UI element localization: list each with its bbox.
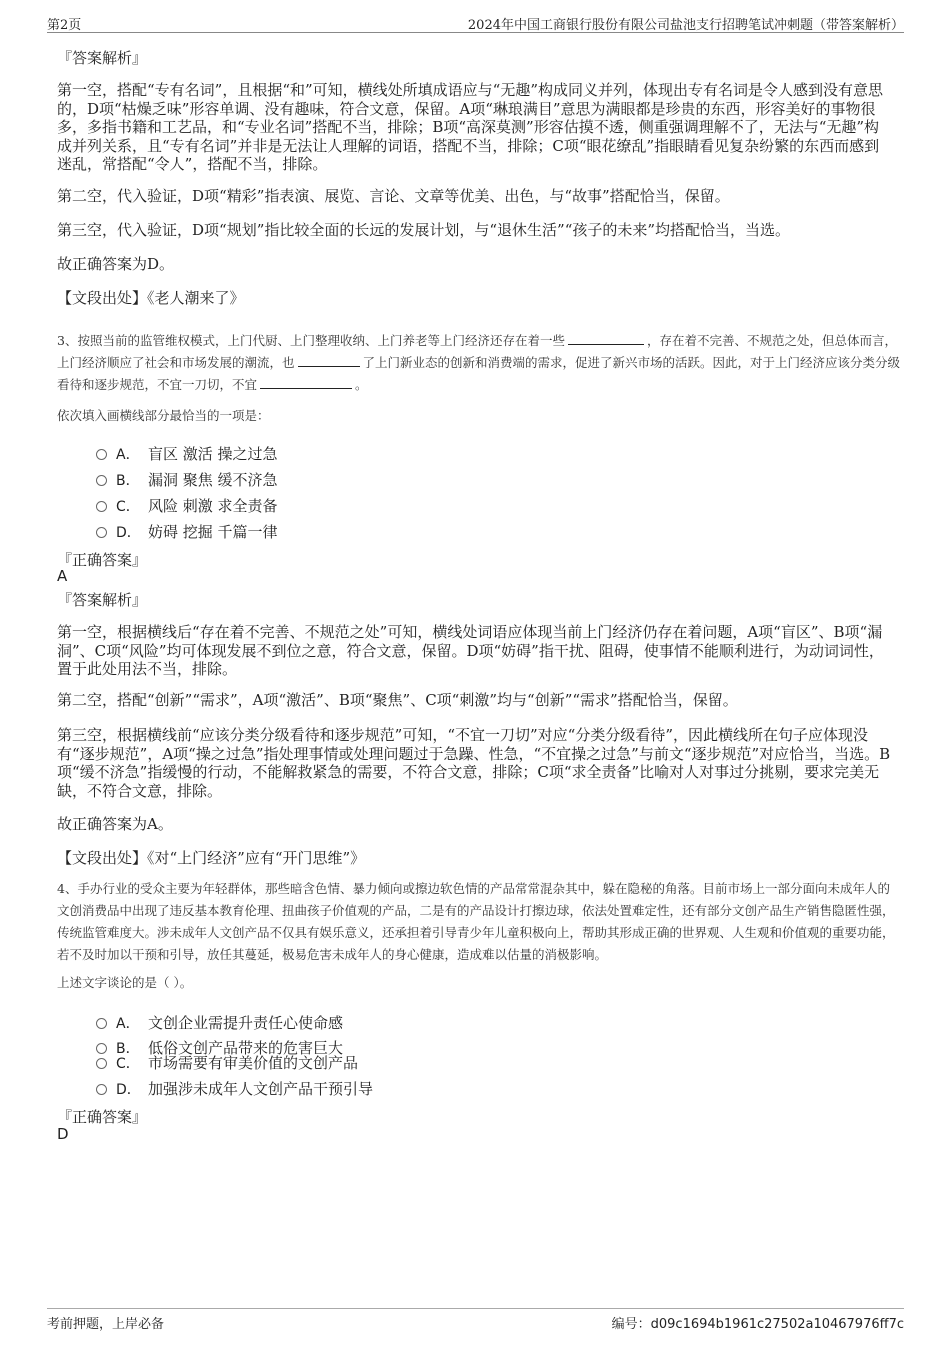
- header-divider: [47, 32, 904, 33]
- q4-option-d-text: 加强涉未成年人文创产品干预引导: [148, 1080, 374, 1098]
- prev-analysis-para-1: 第一空，搭配“专有名词”，且根据“和”可知，横线处所填成语应与“无趣”构成同义并列，体现出专有名词是令人感到没有意思的，D项“枯燥乏味”形容单调、没有趣味，符合文意，保留。A项“琳琅满目”意思为满眼都是珍贵的东西，形容美好的事物很多，多指书籍和工艺品，和“专业名词”搭配不当，排除；B项“高深莫测”形容估摸不透，侧重强调理解不了，无法与“无趣”构成并列关系，且“专有名词”并非是无法让人理解的词语，搭配不当，排除；C项“眼花缭乱”指眼睛看见复杂纷繁的东西而感到迷乱，常搭配“令人”，搭配不当，排除。: [57, 81, 884, 174]
- q3-option-b-letter: B．: [116, 473, 140, 489]
- q3-option-b[interactable]: [96, 469, 278, 490]
- prev-conclusion: 故正确答案为D。: [57, 255, 175, 273]
- q3-stem-part-1: 3、按照当前的监管维权模式，上门代厨、上门整理收纳、上门养老等上门经济还存在着一些: [57, 333, 565, 348]
- q4-option-a[interactable]: [96, 1012, 343, 1033]
- footer-code-value: d09c1694b1961c27502a10467976ff7c: [650, 1317, 904, 1332]
- document-title: 2024年中国工商银行股份有限公司盐池支行招聘笔试冲刺题（带答案解析）: [467, 18, 904, 33]
- prev-analysis-para-2: 第二空，代入验证，D项“精彩”指表演、展览、言论、文章等优美、出色，与“故事”搭配恰当，保留。: [57, 187, 730, 205]
- q3-answer-label: 『正确答案』: [57, 551, 148, 569]
- q4-option-b-text: 低俗文创产品带来的危害巨大: [148, 1039, 344, 1057]
- q4-option-d-letter: D．: [116, 1082, 141, 1098]
- q3-option-b-text: 漏洞 聚焦 缓不济急: [148, 471, 278, 489]
- q3-analysis-para-2: 第二空，搭配“创新”“需求”，A项“激活”、B项“聚焦”、C项“刺激”均与“创新”“需求”搭配恰当，保留。: [57, 691, 738, 709]
- q4-prompt: 上述文字谈论的是（ ）。: [57, 975, 193, 990]
- q3-prompt: 依次填入画横线部分最恰当的一项是：: [57, 408, 270, 423]
- q3-option-d-text: 妨碍 挖掘 千篇一律: [148, 523, 278, 541]
- q4-answer: D: [57, 1125, 69, 1143]
- q3-analysis-label: 『答案解析』: [57, 591, 148, 609]
- q3-option-c[interactable]: [96, 495, 278, 516]
- radio-icon[interactable]: [96, 1084, 107, 1095]
- radio-icon[interactable]: [96, 449, 107, 460]
- page-number: 第2页: [47, 18, 82, 33]
- radio-icon[interactable]: [96, 1018, 107, 1029]
- q4-option-a-text: 文创企业需提升责任心使命感: [148, 1014, 344, 1032]
- footer-code-label: 编号：: [611, 1317, 651, 1332]
- footer-slogan: 考前押题，上岸必备: [47, 1317, 165, 1332]
- q3-source: 【文段出处】《对“上门经济”应有“开门思维”》: [57, 849, 366, 867]
- q3-option-c-letter: C．: [116, 499, 140, 515]
- radio-icon[interactable]: [96, 1058, 107, 1069]
- radio-icon[interactable]: [96, 501, 107, 512]
- prev-analysis-para-3: 第三空，代入验证，D项“规划”指比较全面的长远的发展计划，与“退休生活”“孩子的未来”均搭配恰当，当选。: [57, 221, 791, 239]
- q3-answer: A: [57, 567, 68, 585]
- prev-analysis-label: 『答案解析』: [57, 49, 148, 67]
- footer-code: [612, 1313, 904, 1332]
- q3-option-a[interactable]: [96, 443, 278, 464]
- q4-stem: 4、手办行业的受众主要为年轻群体，那些暗含色情、暴力倾向或擦边软色情的产品常常混杂其中，躲在隐秘的角落。目前市场上一部分面向未成年人的文创消费品中出现了违反基本教育伦理、扭曲孩子价值观的产品，二是有的产品设计打擦边球，依法处置难定性，还有部分文创产品生产销售隐匿性强，传统监管难度大。涉未成年人文创产品不仅具有娱乐意义，还承担着引导青少年儿童积极向上，帮助其形成正确的世界观、人生观和价值观的重要功能，若不及时加以干预和引导，放任其蔓延，极易危害未成年人的身心健康，造成难以估量的消极影响。: [57, 881, 895, 962]
- q3-stem-part-2: ，存在着不完善、不规范之处，但总体而言，上门经济顺应了社会和市场发展的潮流，也: [57, 333, 897, 370]
- q3-option-a-letter: A．: [116, 447, 140, 463]
- q3-blank-3: [260, 388, 352, 389]
- footer-divider: [47, 1308, 904, 1309]
- q3-stem: [57, 330, 902, 396]
- q3-analysis-para-1: 第一空，根据横线后“存在着不完善、不规范之处”可知，横线处词语应体现当前上门经济仍存在着问题，A项“盲区”、B项“漏洞”、C项“风险”均可体现发展不到位之意，符合文意，保留。D项“妨碍”指干扰、阻碍，使事情不能顺利进行，为动词词性，置于此处用法不当，排除。: [57, 623, 884, 679]
- q3-option-d-letter: D．: [116, 525, 141, 541]
- q3-conclusion: 故正确答案为A。: [57, 815, 173, 833]
- q3-analysis-para-3: 第三空，根据横线前“应该分类分级看待和逐步规范”可知，“不宜一刀切”对应“分类分级看待”，因此横线所在句子应体现没有“逐步规范”，A项“操之过急”指处理事情或处理问题过于急躁、性急，“不宜操之过急”与前文“逐步规范”对应恰当，当选。B项“缓不济急”指缓慢的行动，不能解救紧急的需要，不符合文意，排除；C项“求全责备”比喻对人对事过分挑剔，要求完美无缺，不符合文意，排除。: [57, 726, 891, 800]
- radio-icon[interactable]: [96, 527, 107, 538]
- q3-blank-1: [568, 344, 644, 345]
- radio-icon[interactable]: [96, 475, 107, 486]
- q4-option-a-letter: A．: [116, 1016, 140, 1032]
- q4-answer-label: 『正确答案』: [57, 1108, 148, 1126]
- q3-stem-part-4: 。: [355, 377, 368, 392]
- q3-option-c-text: 风险 刺激 求全责备: [148, 497, 278, 515]
- q3-option-a-text: 盲区 激活 操之过急: [148, 445, 278, 463]
- q4-option-c-letter: C．: [116, 1056, 140, 1072]
- q4-option-d[interactable]: [96, 1078, 373, 1099]
- q3-stem-part-3: 了上门新业态的创新和消费端的需求，促进了新兴市场的活跃。因此，对于上门经济应该分类分级看待和逐步规范，不宜一刀切，不宜: [57, 355, 901, 392]
- q3-blank-2: [298, 366, 360, 367]
- prev-source: 【文段出处】《老人潮来了》: [57, 289, 245, 307]
- q4-option-b-letter: B．: [116, 1041, 140, 1057]
- q4-option-c[interactable]: [96, 1052, 358, 1073]
- q4-option-c-text: 市场需要有审美价值的文创产品: [148, 1054, 359, 1072]
- q3-option-d[interactable]: [96, 521, 278, 542]
